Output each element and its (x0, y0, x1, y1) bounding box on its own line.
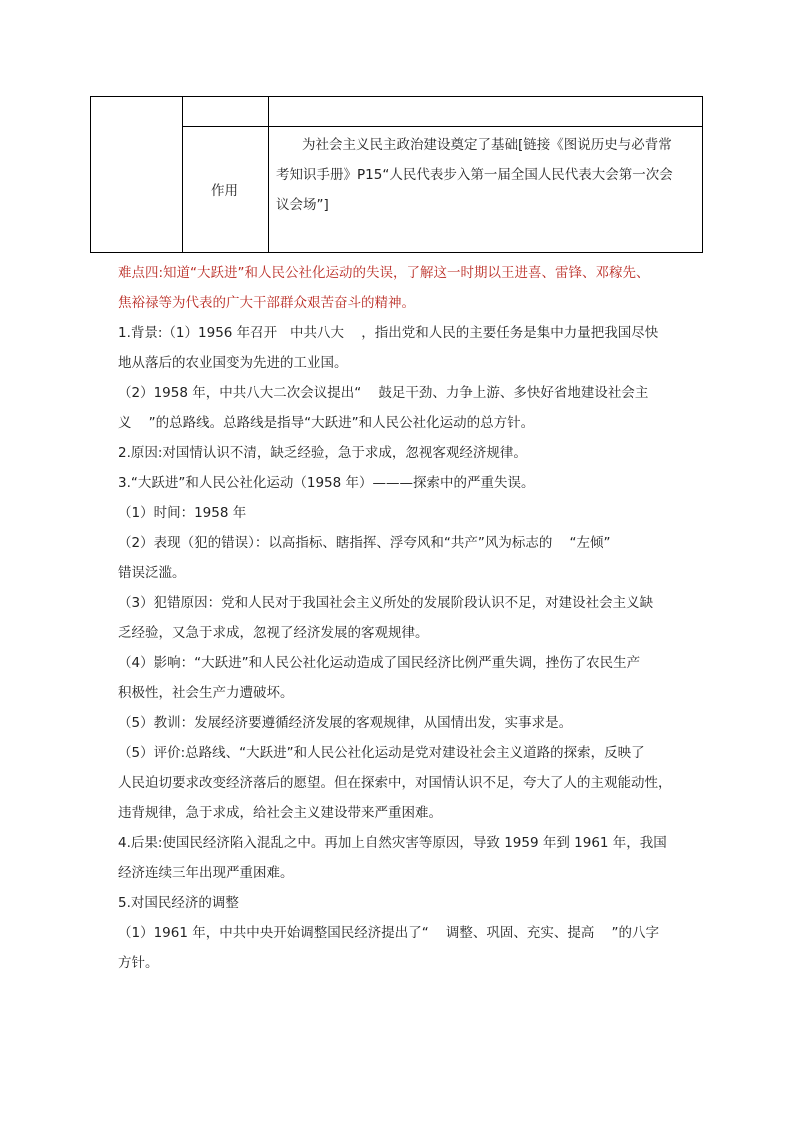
difficulty-line: 焦裕禄等为代表的广大干部群众艰苦奋斗的精神。 (118, 295, 415, 311)
paragraph (118, 588, 694, 648)
paragraph-line: 5.对国民经济的调整 (118, 895, 239, 911)
paragraph-line: 乏经验，又急于求成，忽视了经济发展的客观规律。 (118, 625, 429, 641)
paragraph-line: 3.“大跃进”和人民公社化运动（1958 年）———探索中的严重失误。 (118, 475, 535, 491)
effect-line: 考知识手册》P15“人民代表步入第一届全国人民代表大会第一次会 (276, 167, 673, 183)
paragraph-line: 错误泛滥。 (118, 565, 186, 581)
document-body (118, 258, 694, 978)
table-row-divider (182, 126, 703, 127)
paragraph-line: 方针。 (118, 955, 159, 971)
paragraph-line: （4）影响：“大跃进”和人民公社化运动造成了国民经济比例严重失调，挫伤了农民生产 (118, 655, 641, 671)
difficulty-line: 难点四:知道“大跃进”和人民公社化运动的失误，了解这一时期以王进喜、雷锋、邓稼先、 (118, 265, 650, 281)
paragraph (118, 498, 694, 528)
paragraph-line: 人民迫切要求改变经济落后的愿望。但在探索中，对国情认识不足，夸大了人的主观能动性， (118, 775, 672, 791)
paragraph (118, 918, 694, 978)
paragraph (118, 708, 694, 738)
paragraph-line: 义 ”的总路线。总路线是指导“大跃进”和人民公社化运动的总方针。 (118, 415, 535, 431)
row-label-effect: 作用 (211, 183, 238, 199)
paragraph-line: （3）犯错原因：党和人民对于我国社会主义所处的发展阶段认识不足，对建设社会主义缺 (118, 595, 654, 611)
paragraph-list (118, 318, 694, 978)
effect-line: 议会场”] (276, 197, 329, 213)
table-border-left (90, 96, 91, 253)
paragraph-line: 违背规律，急于求成，给社会主义建设带来严重困难。 (118, 805, 442, 821)
paragraph-line: 1.背景:（1）1956 年召开 中共八大 ，指出党和人民的主要任务是集中力量把我国尽快 (118, 325, 659, 341)
paragraph (118, 378, 694, 438)
paragraph-line: 地从落后的农业国变为先进的工业国。 (118, 355, 348, 371)
paragraph-line: （1）时间：1958 年 (118, 505, 247, 521)
paragraph-line: （5）教训：发展经济要遵循经济发展的客观规律，从国情出发，实事求是。 (118, 715, 573, 731)
paragraph-line: （2）表现（犯的错误）：以高指标、瞎指挥、浮夸风和“共产”风为标志的 “左倾” (118, 535, 611, 551)
effect-table (90, 96, 703, 253)
effect-cell-text (276, 130, 696, 220)
paragraph-line: 2.原因:对国情认识不清，缺乏经验，急于求成，忽视客观经济规律。 (118, 445, 527, 461)
paragraph-line: （1）1961 年，中共中央开始调整国民经济提出了“ 调整、巩固、充实、提高 ”的八字 (118, 925, 660, 941)
table-border-right (702, 96, 703, 253)
paragraph (118, 438, 694, 468)
paragraph (118, 888, 694, 918)
paragraph (118, 318, 694, 378)
paragraph (118, 528, 694, 588)
paragraph (118, 828, 694, 888)
paragraph-line: （2）1958 年，中共八大二次会议提出“ 鼓足干劲、力争上游、多快好省地建设社会主 (118, 385, 649, 401)
table-col-divider-2 (268, 96, 269, 253)
paragraph-line: 4.后果:使国民经济陷入混乱之中。再加上自然灾害等原因，导致 1959 年到 1961 年，我国 (118, 835, 667, 851)
paragraph-line: （5）评价:总路线、“大跃进”和人民公社化运动是党对建设社会主义道路的探索，反映了 (118, 745, 645, 761)
paragraph (118, 648, 694, 708)
paragraph-line: 积极性，社会生产力遭破坏。 (118, 685, 294, 701)
table-col-divider-1 (182, 96, 183, 253)
effect-line: 为社会主义民主政治建设奠定了基础[链接《图说历史与必背常 (302, 137, 672, 153)
paragraph-line: 经济连续三年出现严重困难。 (118, 865, 294, 881)
paragraph (118, 738, 694, 828)
difficulty-heading (118, 258, 694, 318)
paragraph (118, 468, 694, 498)
